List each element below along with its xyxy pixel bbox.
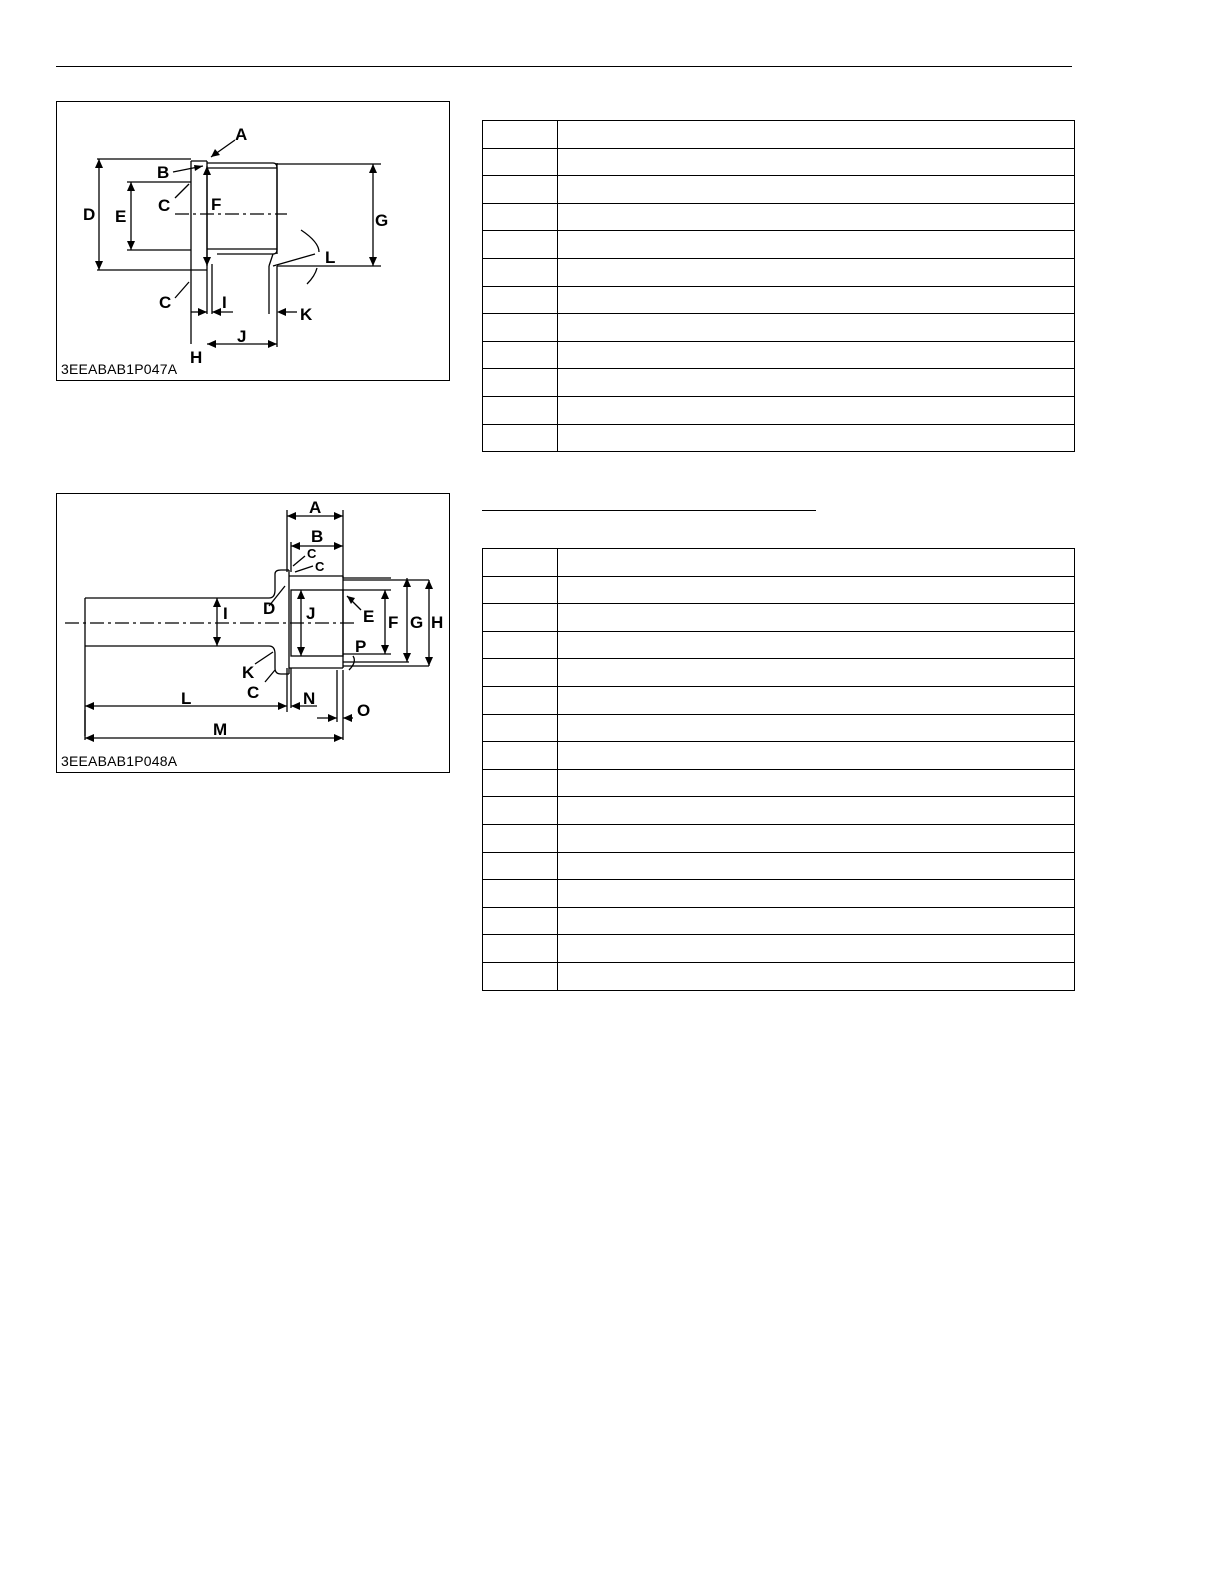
table-cell-key bbox=[483, 121, 558, 149]
table-cell-value bbox=[558, 369, 1075, 397]
table-cell-key bbox=[483, 631, 558, 659]
label-F: F bbox=[211, 195, 222, 214]
table-cell-value bbox=[558, 286, 1075, 314]
table-cell-key bbox=[483, 962, 558, 990]
table-row bbox=[483, 341, 1075, 369]
label-N: N bbox=[303, 689, 316, 708]
table-1 bbox=[482, 120, 1075, 452]
table-cell-value bbox=[558, 396, 1075, 424]
table-row bbox=[483, 769, 1075, 797]
table-cell-key bbox=[483, 258, 558, 286]
table-cell-key bbox=[483, 714, 558, 742]
table-row bbox=[483, 148, 1075, 176]
label-A: A bbox=[235, 125, 248, 144]
label-C-bottom: C bbox=[159, 293, 172, 312]
label-B: B bbox=[311, 527, 324, 546]
table-row bbox=[483, 742, 1075, 770]
table-row bbox=[483, 231, 1075, 259]
table-row bbox=[483, 286, 1075, 314]
table-cell-value bbox=[558, 341, 1075, 369]
table-row bbox=[483, 659, 1075, 687]
table-row bbox=[483, 576, 1075, 604]
table-cell-key bbox=[483, 935, 558, 963]
table-row bbox=[483, 176, 1075, 204]
figure-shaft-dimensions bbox=[56, 493, 450, 773]
table-cell-value bbox=[558, 935, 1075, 963]
table-row bbox=[483, 824, 1075, 852]
table-cell-value bbox=[558, 604, 1075, 632]
table-row bbox=[483, 604, 1075, 632]
table-cell-key bbox=[483, 549, 558, 577]
label-H: H bbox=[431, 613, 444, 632]
label-E: E bbox=[115, 207, 127, 226]
table-row bbox=[483, 314, 1075, 342]
table-cell-value bbox=[558, 203, 1075, 231]
label-J: J bbox=[306, 604, 316, 623]
header-rule bbox=[56, 66, 1072, 67]
label-C-top: C bbox=[158, 196, 171, 215]
table-row bbox=[483, 907, 1075, 935]
table-cell-value bbox=[558, 231, 1075, 259]
label-D: D bbox=[83, 205, 96, 224]
table-cell-key bbox=[483, 824, 558, 852]
table-row bbox=[483, 549, 1075, 577]
label-I: I bbox=[222, 293, 227, 312]
section-underline bbox=[482, 510, 816, 511]
table-cell-key bbox=[483, 659, 558, 687]
table-cell-value bbox=[558, 121, 1075, 149]
label-K: K bbox=[300, 305, 313, 324]
label-L: L bbox=[181, 689, 192, 708]
table-cell-key bbox=[483, 148, 558, 176]
table-cell-value bbox=[558, 258, 1075, 286]
table-cell-value bbox=[558, 424, 1075, 452]
table-row bbox=[483, 631, 1075, 659]
table-cell-key bbox=[483, 880, 558, 908]
figure-bushing-dimensions bbox=[56, 101, 450, 381]
figure-caption: 3EEABAB1P047A bbox=[61, 361, 178, 377]
table-cell-key bbox=[483, 907, 558, 935]
table-row bbox=[483, 369, 1075, 397]
table-cell-key bbox=[483, 314, 558, 342]
table-cell-value bbox=[558, 962, 1075, 990]
table-row bbox=[483, 852, 1075, 880]
table-cell-key bbox=[483, 341, 558, 369]
table-cell-key bbox=[483, 286, 558, 314]
label-K: K bbox=[242, 663, 255, 682]
label-C-1: C bbox=[307, 546, 317, 561]
table-row bbox=[483, 258, 1075, 286]
table-cell-value bbox=[558, 659, 1075, 687]
table-cell-value bbox=[558, 852, 1075, 880]
label-C-3: C bbox=[247, 683, 260, 702]
table-row bbox=[483, 962, 1075, 990]
label-C-2: C bbox=[315, 559, 325, 574]
table-cell-value bbox=[558, 631, 1075, 659]
bushing-drawing bbox=[57, 102, 451, 382]
label-G: G bbox=[410, 613, 424, 632]
table-cell-key bbox=[483, 424, 558, 452]
label-E: E bbox=[363, 607, 375, 626]
label-H: H bbox=[190, 348, 203, 367]
table-cell-key bbox=[483, 203, 558, 231]
table-cell-key bbox=[483, 686, 558, 714]
label-O: O bbox=[357, 701, 371, 720]
table-cell-key bbox=[483, 576, 558, 604]
table-row bbox=[483, 203, 1075, 231]
table-cell-value bbox=[558, 714, 1075, 742]
table-row bbox=[483, 935, 1075, 963]
table-cell-value bbox=[558, 576, 1075, 604]
label-F: F bbox=[388, 613, 399, 632]
label-D: D bbox=[263, 599, 276, 618]
table-row bbox=[483, 880, 1075, 908]
table-cell-key bbox=[483, 369, 558, 397]
table-row bbox=[483, 424, 1075, 452]
table-cell-value bbox=[558, 907, 1075, 935]
table-cell-key bbox=[483, 604, 558, 632]
table-cell-key bbox=[483, 852, 558, 880]
table-cell-key bbox=[483, 176, 558, 204]
label-G: G bbox=[375, 211, 389, 230]
table-cell-value bbox=[558, 686, 1075, 714]
shaft-drawing bbox=[57, 494, 451, 774]
table-cell-value bbox=[558, 769, 1075, 797]
table-row bbox=[483, 396, 1075, 424]
table-cell-value bbox=[558, 880, 1075, 908]
table-cell-value bbox=[558, 742, 1075, 770]
table-cell-value bbox=[558, 314, 1075, 342]
table-cell-value bbox=[558, 176, 1075, 204]
figure-caption: 3EEABAB1P048A bbox=[61, 753, 178, 769]
label-P: P bbox=[355, 637, 367, 656]
label-L: L bbox=[325, 248, 336, 267]
table-row bbox=[483, 797, 1075, 825]
label-I: I bbox=[223, 604, 228, 623]
label-M: M bbox=[213, 720, 228, 739]
table-cell-key bbox=[483, 797, 558, 825]
table-row bbox=[483, 714, 1075, 742]
label-J: J bbox=[237, 327, 247, 346]
table-2 bbox=[482, 548, 1075, 991]
table-cell-key bbox=[483, 231, 558, 259]
table-cell-value bbox=[558, 797, 1075, 825]
label-A: A bbox=[309, 498, 322, 517]
table-row bbox=[483, 686, 1075, 714]
table-cell-key bbox=[483, 396, 558, 424]
label-B: B bbox=[157, 163, 170, 182]
table-row bbox=[483, 121, 1075, 149]
table-cell-value bbox=[558, 148, 1075, 176]
table-cell-value bbox=[558, 824, 1075, 852]
table-cell-key bbox=[483, 742, 558, 770]
table-cell-key bbox=[483, 769, 558, 797]
table-cell-value bbox=[558, 549, 1075, 577]
